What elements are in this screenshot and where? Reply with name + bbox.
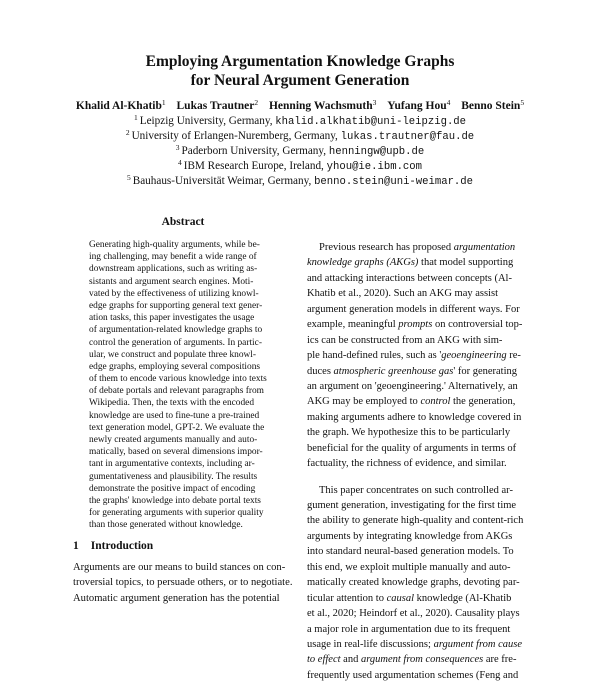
- body-line: knowledge graphs (AKGs) that model supporting: [307, 257, 514, 269]
- abstract-line: downstream applications, such as writing as-: [89, 264, 258, 275]
- abstract-line: newly created arguments manually and auto-: [89, 435, 258, 445]
- author: Yufang Hou$^4$: [387, 98, 451, 112]
- body-line: and attacking interactions between concepts (Al-: [307, 272, 512, 284]
- author: Lukas Trautner$^2$: [176, 98, 259, 112]
- paper-title-line-2: for Neural Argument Generation: [190, 72, 410, 89]
- affiliation: $^2$ University of Erlangen-Nuremberg, Germany, lukas.trautner@fau.de: [125, 128, 475, 143]
- email-link[interactable]: benno.stein@uni-weimar.de: [314, 176, 473, 188]
- abstract-line: tant in argumentative contexts, including ar-: [89, 459, 255, 470]
- author: Benno Stein$^5$: [461, 98, 525, 112]
- introduction-body: [73, 560, 293, 606]
- abstract-line: control the generation of arguments. In partic-: [89, 337, 262, 348]
- introduction-heading: 1 Introduction: [73, 540, 154, 552]
- introduction-line: Arguments are our means to build stances on con-: [73, 562, 286, 573]
- affiliation: $^3$ Paderborn University, Germany, henningw@upb.de: [175, 143, 425, 158]
- body-line: ple hand-defined rules, such as 'geoengineering re-: [307, 350, 521, 362]
- body-line: a major role in argumentation due to its frequent: [307, 623, 511, 635]
- affiliation: $^4$ IBM Research Europe, Ireland, yhou@ie.ibm.com: [177, 158, 422, 173]
- abstract-line: matically, based on several dimensions impor-: [89, 447, 263, 458]
- abstract-line: than those generated without knowledge.: [89, 520, 243, 531]
- body-line: an argument on 'geoengineering.' Alternatively, an: [307, 380, 518, 392]
- body-line: into standard neural-based generation models. To: [307, 546, 514, 558]
- introduction-line: troversial topics, to persuade others, or to negotiate.: [73, 577, 293, 589]
- body-line: This paper concentrates on such controlled ar-: [319, 484, 513, 496]
- abstract-line: of them to encode various knowledge into texts: [89, 374, 267, 385]
- abstract-line: for generating arguments with superior quality: [89, 508, 264, 519]
- email-link[interactable]: yhou@ie.ibm.com: [326, 161, 422, 173]
- abstract-line: ing challenging, may benefit a wide range of: [89, 252, 257, 263]
- body-line: frequently used argumentation schemes (Feng and: [307, 669, 519, 681]
- body-line: Previous research has proposed argumentation: [319, 242, 516, 253]
- paper-title-line-1: Employing Argumentation Knowledge Graphs: [145, 53, 455, 70]
- abstract-line: ation tasks, this paper investigates the usage: [89, 313, 255, 324]
- abstract-line: ular, we construct and populate three knowl-: [89, 349, 257, 360]
- author: Khalid Al-Khatib$^1$: [75, 98, 166, 112]
- body-line: ics can be constructed from an AKG with sim-: [307, 334, 503, 346]
- body-line: to effect and argument from consequences are fre-: [307, 654, 517, 666]
- body-line: arguments by integrating knowledge from AKGs: [307, 530, 513, 542]
- abstract-line: of argumentation-related knowledge graphs to: [89, 325, 263, 336]
- abstract-line: Generating high-quality arguments, while be-: [89, 240, 260, 250]
- abstract-line: vated by the effectiveness of utilizing knowl-: [89, 288, 259, 299]
- abstract-line: demonstrate the positive impact of encoding: [89, 483, 256, 494]
- email-link[interactable]: khalid.alkhatib@uni-leipzig.de: [275, 116, 467, 128]
- abstract-line: text generation model, GPT-2. We evaluate the: [89, 422, 265, 433]
- abstract-line: Wikipedia. Then, the texts with the encoded: [89, 398, 255, 409]
- body-line: this end, we exploit multiple manually and auto-: [307, 561, 511, 573]
- abstract-body: [89, 239, 280, 532]
- abstract-line: sistants and argument search engines. Moti-: [89, 276, 254, 287]
- body-line: example, meaningful prompts on controversial top-: [307, 319, 523, 331]
- abstract-line: knowledge are used to fine-tune a pre-trained: [89, 410, 260, 421]
- body-line: the ability to generate high-quality and content-rich: [307, 515, 524, 527]
- body-line: the graph. We hypothesize this to be particularly: [307, 427, 511, 439]
- body-line: duces atmospheric greenhouse gas' for generating: [307, 365, 518, 377]
- abstract-heading: Abstract: [161, 216, 205, 228]
- affiliation: $^1$ Leipzig University, Germany, khalid.alkhatib@uni-leipzig.de: [133, 113, 467, 128]
- paragraph-gap: [307, 472, 533, 483]
- body-line: argument generation models in different ways. For: [307, 303, 520, 315]
- body-line: gument generation, investigating for the first time: [307, 500, 517, 511]
- abstract-line: gumentativeness and plausibility. The results: [89, 471, 258, 482]
- body-line: making arguments adhere to knowledge covered in: [307, 411, 522, 423]
- abstract-line: edge graphs, employing several compositions: [89, 361, 261, 372]
- author: Henning Wachsmuth$^3$: [268, 98, 377, 112]
- body-line: matically created knowledge graphs, devoting par-: [307, 577, 520, 589]
- body-line: usage in real-life discussions; argument from cause: [307, 638, 523, 650]
- abstract-line: of debate portals and relevant paragraphs from: [89, 386, 264, 397]
- body-line: factuality, the richness of evidence, and similar.: [307, 458, 507, 470]
- body-line: AKG may be employed to control the generation,: [307, 396, 516, 408]
- right-column-body: [307, 240, 533, 683]
- body-line: ticular attention to causal knowledge (Al-Khatib: [307, 592, 512, 604]
- email-link[interactable]: henningw@upb.de: [328, 146, 425, 158]
- introduction-line: Automatic argument generation has the potential: [73, 592, 280, 604]
- abstract-line: edge graphs for supporting general text gener-: [89, 300, 263, 311]
- affiliation: $^5$ Bauhaus-Universität Weimar, Germany, benno.stein@uni-weimar.de: [126, 173, 473, 188]
- email-link[interactable]: lukas.trautner@fau.de: [340, 131, 475, 143]
- body-line: et al., 2020; Heindorf et al., 2020). Causality plays: [307, 608, 520, 620]
- body-line: beneficial for the quality of arguments in terms of: [307, 442, 517, 454]
- body-line: Khatib et al., 2020). Such an AKG may assist: [307, 288, 499, 300]
- abstract-line: the graphs' knowledge into debate portal texts: [89, 495, 261, 506]
